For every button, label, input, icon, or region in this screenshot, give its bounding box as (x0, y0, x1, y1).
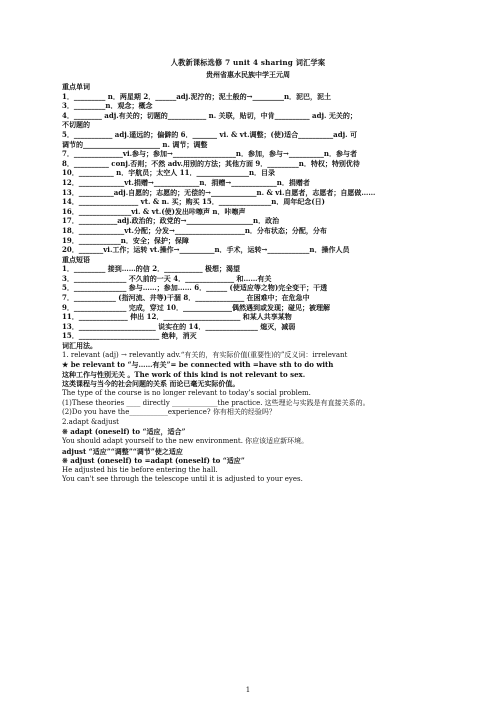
text-line: 15．_______________________ 绝种，消灭 (62, 331, 197, 341)
text-line: 10．__________ n．宇航员；太空人 11．_______________n．目录 (62, 168, 276, 178)
text-line: 3．_________n．观念；概念 (62, 101, 153, 111)
text-line: 1. relevant (adj) → relevantly adv.“有关的，有实际价值(重要性)的”反义词：irrelevant (62, 350, 348, 359)
text-line: 18．_____________vt.分配；分发→____________________n．分布状态；分配，分布 (62, 225, 327, 235)
text-line: 12．_____________vt.捐赠→_____________n．捐赠→_____________n．捐赠者 (62, 177, 310, 187)
text-line: 20．_______vi.工作；运转 vt.操作→__________n．手术，运转→____________n．操作人员 (62, 245, 350, 255)
page-title: 人教新课标选修 7 unit 4 sharing 词汇学案 (170, 58, 326, 67)
text-line: 3．_______________ 不久前的一天 4．______________ 和……有关 (62, 273, 272, 283)
text-line: 13．__________adj.自愿的；志愿的；无偿的→_____________n. & vi.自愿者，志愿者；自愿做…… (62, 187, 376, 197)
text-line: ※ adjust (oneself) to =adapt (oneself) to “适应” (62, 456, 245, 466)
text-line: He adjusted his tie before entering the hall. (62, 465, 218, 474)
text-line: You can't see through the telescope until it is adjusted to your eyes. (62, 475, 303, 484)
text-line: 这类课程与当今的社会问题的关系 而论已毫无实际价值。 (62, 379, 240, 389)
text-line: 13．______________________ 说实在的 14．_______________ 熄灭，减弱 (62, 321, 296, 331)
text-line: (2)Do you have the___________experience? 你有相关的经验吗？ (62, 408, 276, 417)
text-line: 4．________ adj.有关的；切题的___________ n. 关联，贴切，中肯__________ adj. 无关的； (62, 110, 357, 120)
text-line: 16．_______________vi. & vt.(使)发出咔嚓声 n．咔嚓声 (62, 206, 246, 216)
text-line: 14．_________________ vt. & n. 买；购买 15．_______________n．周年纪念(日) (62, 197, 325, 207)
text-line: 1．_________ 接到……的信 2．___________ 极想；渴望 (62, 264, 241, 274)
text-line: adjust “适应”“调整”“调节”使之适应 (62, 446, 183, 456)
text-line: 7．____________ (指河流、井等)干涸 8．______________ 在困难中；在危急中 (62, 293, 310, 303)
text-line: 5．_______________ 参与……；参加…… 6．______ (使适应等之物)完全变干；干透 (62, 283, 328, 293)
text-line: 这种工作与性别无关 。The work of this kind is not relevant to sex. (62, 369, 306, 379)
section-heading-usage: 词汇用法。 (62, 341, 97, 351)
section-heading-words: 重点单词 (62, 82, 90, 91)
page-number: 1 (245, 686, 251, 694)
text-line: 不切题的 (62, 120, 90, 130)
text-line: 17．___________adj.政治的；政党的→___________________n．政治 (62, 216, 280, 226)
text-line: 19．____________n．安全；保护；保障 (62, 235, 189, 245)
text-line: 2.adapt &adjust (62, 417, 119, 426)
text-line: ※ adapt (oneself) to “适应，适合” (62, 427, 186, 437)
text-line: 1．_________ n．两星期 2．______adj.泥泞的；泥土般的→_________n．泥巴，泥土 (62, 91, 332, 101)
text-line: 7．______________vi.参与；参加→__________________n．参加，参与→__________n．参与者 (62, 149, 357, 159)
text-line: 5．___________ adj.遥远的；偏僻的 6．_______ vi. & vt.调整；(使)适合__________adj. 可 (62, 129, 358, 139)
text-line: ★ be relevant to “与……有关”= be connected with =have sth to do with (62, 360, 334, 370)
text-line: (1)These theories ____ directly _____________the practice. 这些理论与实践是有直接关系的。 (62, 398, 370, 407)
text-line: 调节的______________________ n. 调节；调整 (62, 139, 208, 149)
section-heading-phrases: 重点短语 (62, 254, 90, 264)
text-line: The type of the course is no longer relevant to today’s social problem. (62, 389, 311, 397)
text-line: 9．_______________ 完成，穿过 10．______________偶然遇到或发现；碰见；被理解 (62, 302, 330, 312)
text-line: 8．__________ conj.否则；不然 adv.用别的方法；其他方面 9．_________n．特权；特别优待 (62, 158, 360, 168)
content-body (62, 82, 442, 485)
page-subtitle: 贵州省惠水民族中学王元周 (206, 70, 290, 79)
text-line: You should adapt yourself to the new environment. 你应该适应新环境。 (62, 436, 309, 445)
text-line: 11．______________ 伸出 12．______________________ 和某人共享某物 (62, 312, 292, 322)
